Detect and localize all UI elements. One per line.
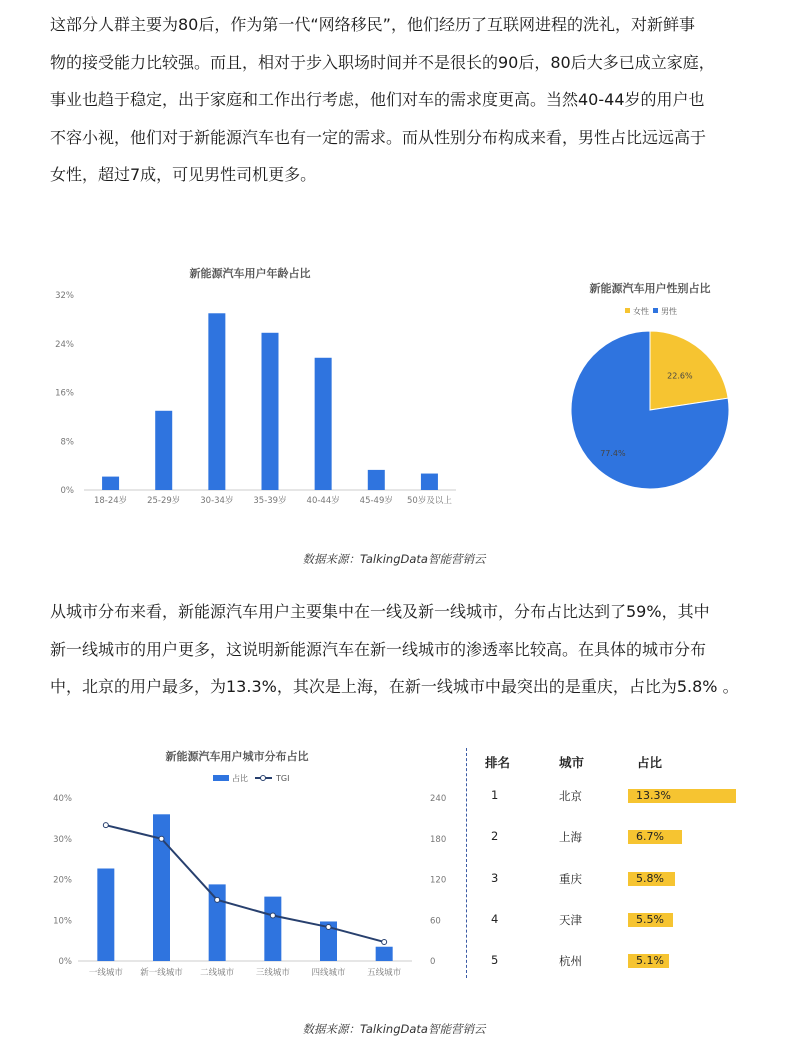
y-tick-label-right: 0 (430, 957, 436, 967)
legend-swatch (625, 308, 630, 313)
age-bar (262, 333, 279, 490)
y-tick-label-left: 10% (53, 916, 72, 927)
y-tick-label-right: 240 (430, 794, 447, 804)
legend-label: 女性 (633, 307, 649, 316)
paragraph-line: 女性，超过7成，可见男性司机更多。 (50, 165, 317, 185)
tgi-point (270, 913, 275, 918)
legend-label: 男性 (661, 307, 677, 316)
legend-label: TGI (276, 774, 290, 783)
table-cell-city: 杭州 (559, 954, 582, 969)
age-bar (368, 470, 385, 490)
table-share-bar: 13.3% (628, 789, 736, 803)
legend-swatch (261, 776, 266, 781)
x-tick-label: 18-24岁 (93, 496, 128, 506)
y-tick-label: 16% (55, 388, 74, 399)
city-bar (264, 897, 281, 961)
y-tick-label-right: 120 (430, 875, 447, 886)
gender-pie-chart (555, 270, 755, 500)
table-cell-rank: 5 (491, 953, 499, 968)
paragraph-line: 中，北京的用户最多，为13.3%，其次是上海，在新一线城市中最突出的是重庆，占比为5.8% 。 (50, 677, 739, 697)
table-cell-city: 北京 (559, 789, 582, 803)
paragraph-line: 这部分人群主要为80后，作为第一代“网络移民”，他们经历了互联网进程的洗礼，对新鲜事 (50, 15, 695, 34)
table-cell-rank: 4 (491, 911, 499, 926)
y-tick-label-right: 180 (430, 834, 447, 845)
table-header-share: 占比 (637, 755, 663, 770)
paragraph-age-gender (50, 6, 750, 194)
chart-title: 新能源汽车用户城市分布占比 (165, 750, 309, 763)
pie-slice-label: 22.6% (667, 371, 693, 381)
y-tick-label-left: 0% (58, 957, 72, 967)
x-tick-label: 50岁及以上 (407, 496, 452, 506)
tgi-point (382, 939, 387, 944)
x-tick-label: 35-39岁 (253, 496, 287, 506)
table-cell-rank: 1 (491, 788, 499, 802)
x-tick-label: 一线城市 (88, 968, 123, 978)
table-share-bar: 5.5% (628, 913, 673, 927)
tgi-point (159, 836, 164, 841)
paragraph-line: 物的接受能力比较强。而且，相对于步入职场时间并不是很长的90后，80后大多已成立家庭， (50, 52, 715, 72)
tgi-point (103, 823, 108, 828)
chart-title: 新能源汽车用户性别占比 (589, 282, 711, 295)
y-tick-label-left: 30% (53, 834, 72, 845)
city-combo-chart (0, 735, 460, 990)
y-tick-label-right: 60 (430, 916, 441, 927)
x-tick-label: 五线城市 (367, 968, 402, 978)
paragraph-line: 事业也趋于稳定，出于家庭和工作出行考虑，他们对车的需求度更高。当然40-44岁的用户也 (50, 90, 705, 110)
table-cell-rank: 3 (491, 870, 499, 885)
age-bar (102, 477, 119, 490)
y-tick-label: 8% (60, 437, 74, 448)
data-source-note: 数据来源：TalkingData智能营销云 (302, 1022, 486, 1036)
table-cell-rank: 2 (491, 829, 499, 844)
tgi-line (106, 825, 384, 942)
table-cell-city: 上海 (559, 830, 582, 845)
tgi-point (326, 925, 331, 930)
legend-label: 占比 (232, 774, 248, 783)
legend-swatch (653, 308, 658, 313)
table-share-bar: 6.7% (628, 830, 682, 844)
tgi-point (215, 897, 220, 902)
x-tick-label: 40-44岁 (306, 496, 340, 506)
table-cell-city: 天津 (559, 912, 582, 927)
table-header-city: 城市 (559, 755, 585, 770)
age-bar (315, 358, 332, 490)
city-bar (97, 868, 114, 961)
y-tick-label: 32% (55, 291, 74, 301)
city-bar (376, 947, 393, 961)
table-header-rank: 排名 (485, 755, 511, 770)
paragraph-line: 新一线城市的用户更多，这说明新能源汽车在新一线城市的渗透率比较高。在具体的城市分布 (50, 639, 707, 659)
age-bar-chart (0, 255, 470, 525)
paragraph-line: 不容小视，他们对于新能源汽车也有一定的需求。而从性别分布构成来看，男性占比远远高于 (50, 127, 707, 147)
x-tick-label: 45-49岁 (359, 496, 393, 506)
table-cell-city: 重庆 (559, 871, 582, 886)
y-tick-label-left: 40% (53, 794, 72, 804)
age-bar (421, 474, 438, 490)
age-bar (155, 411, 172, 490)
x-tick-label: 25-29岁 (147, 496, 181, 506)
table-share-bar: 5.1% (628, 954, 669, 968)
x-tick-label: 四线城市 (311, 968, 346, 978)
paragraph-city (50, 593, 750, 706)
x-tick-label: 二线城市 (200, 968, 235, 978)
y-tick-label: 24% (55, 339, 74, 350)
x-tick-label: 新一线城市 (140, 968, 183, 978)
age-bar (208, 313, 225, 490)
x-tick-label: 三线城市 (255, 968, 290, 978)
city-bar (209, 884, 226, 961)
data-source-note: 数据来源：TalkingData智能营销云 (302, 552, 486, 566)
city-ranking-table (466, 748, 767, 978)
y-tick-label-left: 20% (53, 875, 72, 886)
x-tick-label: 30-34岁 (200, 496, 234, 506)
paragraph-line: 从城市分布来看，新能源汽车用户主要集中在一线及新一线城市，分布占比达到了59%，其中 (50, 602, 710, 621)
table-share-bar: 5.8% (628, 872, 675, 886)
chart-title: 新能源汽车用户年龄占比 (189, 267, 311, 280)
legend-swatch (213, 775, 229, 781)
pie-slice-label: 77.4% (600, 449, 626, 459)
y-tick-label: 0% (60, 486, 74, 496)
